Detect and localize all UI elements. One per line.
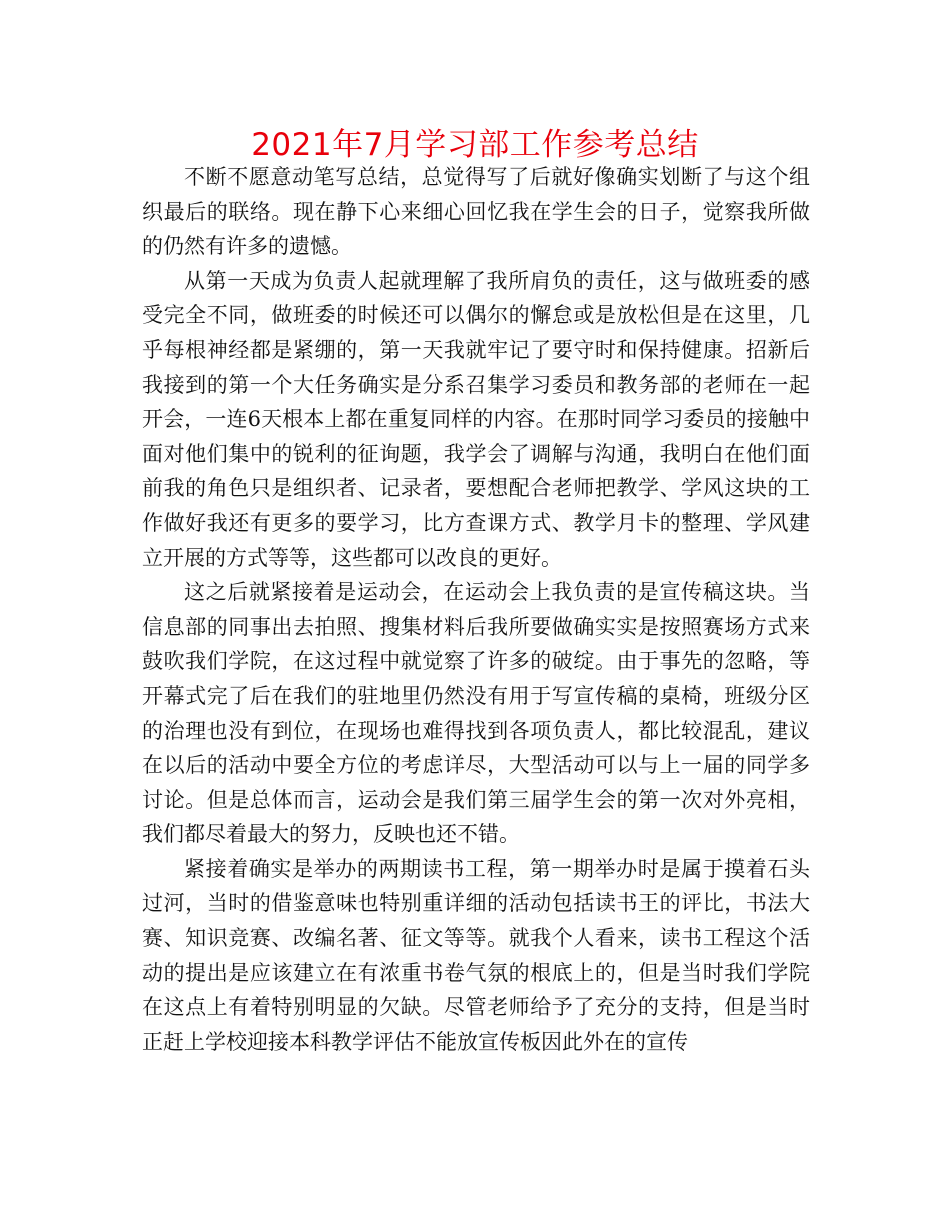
paragraph-4: 紧接着确实是举办的两期读书工程，第一期举办时是属于摸着石头过河，当时的借鉴意味也特别重详细的活动包括读书王的评比，书法大赛、知识竞赛、改编名著、征文等等。就我个人看来，读书工程这个活动的提出是应该建立在有浓重书卷气氛的根底上的，但是当时我们学院在这点上有着特别明显的欠缺。尽管老师给予了充分的支持，但是当时正赶上学校迎接本科教学评估不能放宣传板因此外在的宣传 (142, 856, 810, 1054)
document-body (142, 160, 810, 1059)
paragraph-2: 从第一天成为负责人起就理解了我所肩负的责任，这与做班委的感受完全不同，做班委的时候还可以偶尔的懈怠或是放松但是在这里，几乎每根神经都是紧绷的，第一天我就牢记了要守时和保持健康。招新后我接到的第一个大任务确实是分系召集学习委员和教务部的老师在一起开会，一连6天根本上都在重复同样的内容。在那时同学习委员的接触中面对他们集中的锐利的征询题，我学会了调解与沟通，我明白在他们面前我的角色只是组织者、记录者，要想配合老师把教学、学风这块的工作做好我还有更多的要学习，比方查课方式、教学月卡的整理、学风建立开展的方式等等，这些都可以改良的更好。 (142, 268, 810, 570)
paragraph-1: 不断不愿意动笔写总结，总觉得写了后就好像确实划断了与这个组织最后的联络。现在静下心来细心回忆我在学生会的日子，觉察我所做的仍然有许多的遗憾。 (142, 165, 810, 259)
paragraph-3: 这之后就紧接着是运动会，在运动会上我负责的是宣传稿这块。当信息部的同事出去拍照、搜集材料后我所要做确实实是按照赛场方式来鼓吹我们学院，在这过程中就觉察了许多的破绽。由于事先的忽略，等开幕式完了后在我们的驻地里仍然没有用于写宣传稿的桌椅，班级分区的治理也没有到位，在现场也难得找到各项负责人，都比较混乱，建议在以后的活动中要全方位的考虑详尽，大型活动可以与上一届的同学多讨论。但是总体而言，运动会是我们第三届学生会的第一次对外亮相，我们都尽着最大的努力，反映也还不错。 (142, 580, 810, 847)
document-title: 2021年7月学习部工作参考总结 (251, 127, 699, 163)
